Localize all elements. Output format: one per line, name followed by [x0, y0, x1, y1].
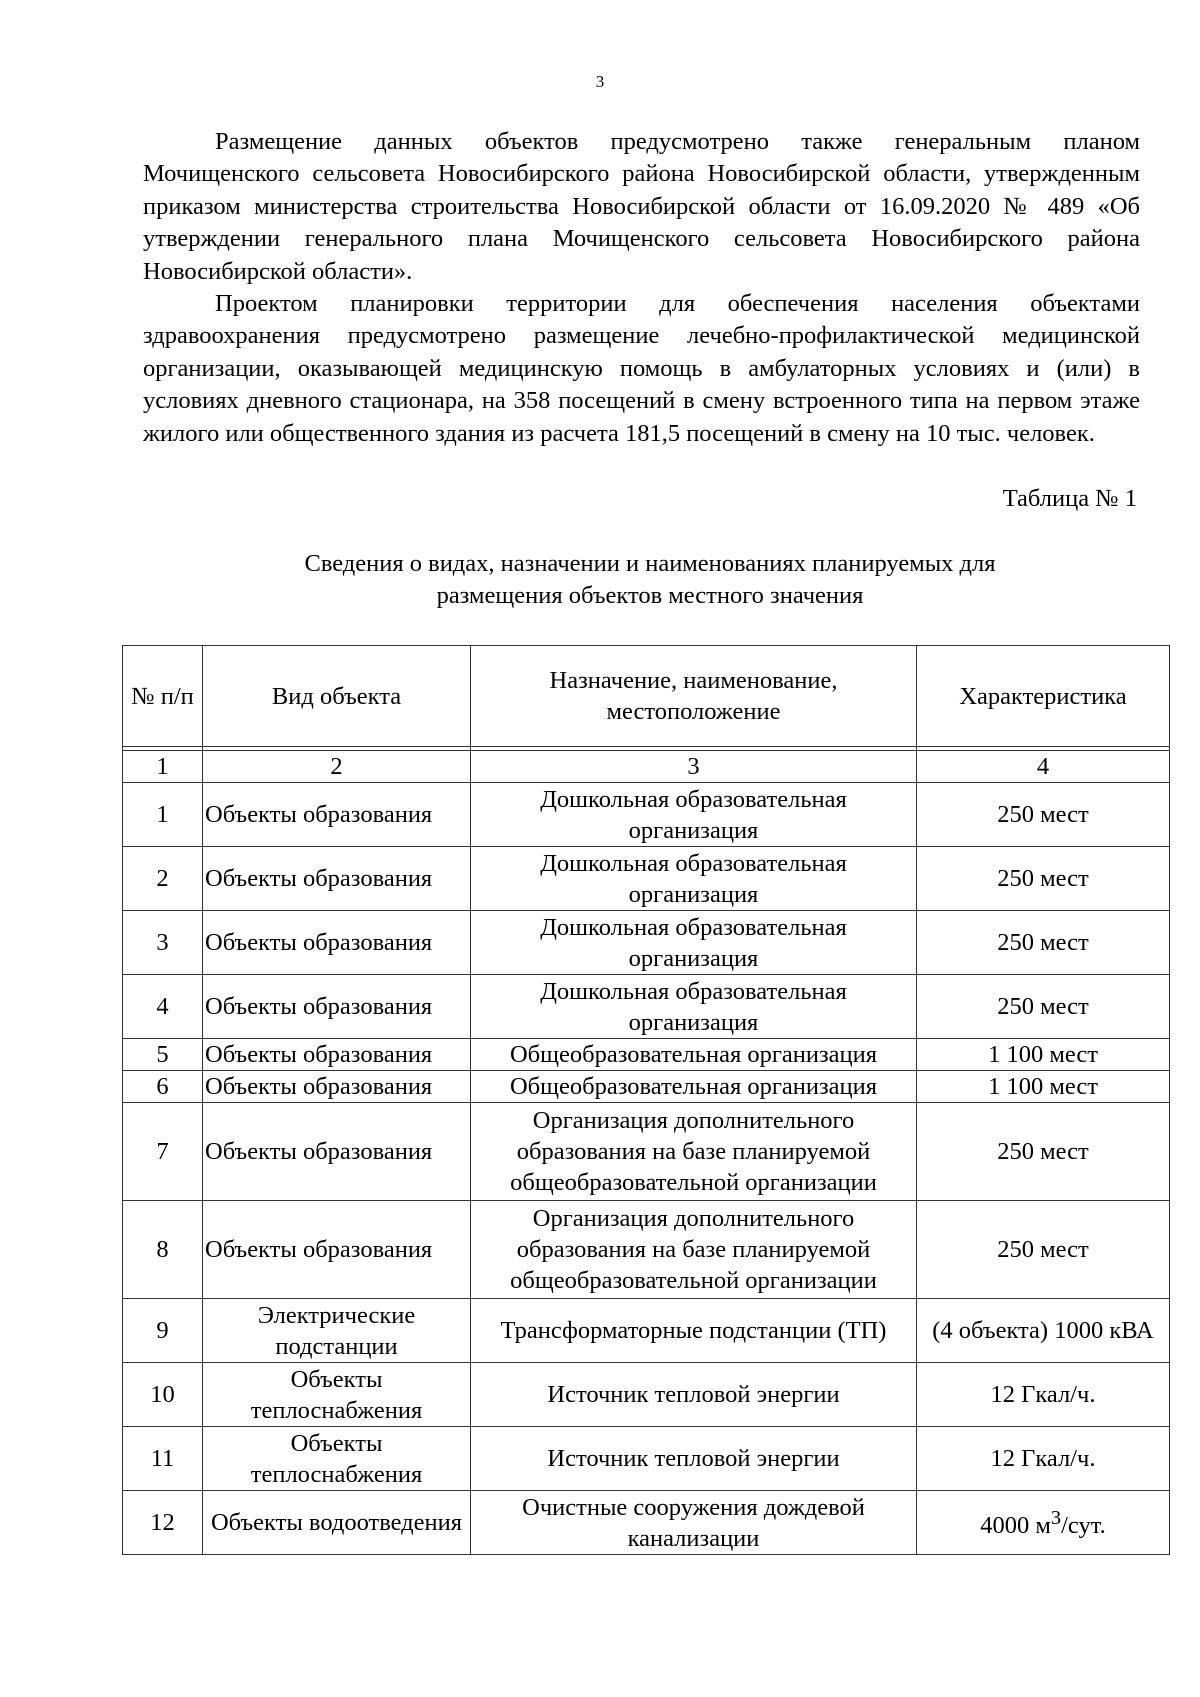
object-spec-cell: 1 100 мест — [917, 1039, 1170, 1071]
header-cell: Вид объекта — [203, 646, 471, 747]
paragraph: Проектом планировки территории для обеспечения населения объектами здравоохранения предусмотрено размещение лечебно-профилактической медицинской организации, оказывающей медицинскую помощь в амбулаторных условиях и (или) в условиях дневного стационара, на 358 посещений в смену встроенного типа на первом этаже жилого или общественного здания из расчета 181,5 посещений в смену на 10 тыс. человек. — [143, 290, 1140, 447]
table-row — [123, 1427, 1170, 1491]
paragraph: Размещение данных объектов предусмотрено также генеральным планом Мочищенского сельсовета Новосибирского района Новосибирской области, утвержденным приказом министерства строительства Новосибирской области от 16.09.2020 № 489 «Об утверждении генерального плана Мочищенского сельсовета Новосибирского района Новосибирской области». — [143, 128, 1140, 285]
page-number: 3 — [595, 72, 605, 91]
object-spec-cell: 250 мест — [917, 1201, 1170, 1299]
header-cell: Характеристика — [917, 646, 1170, 747]
table-row — [123, 975, 1170, 1039]
object-type-cell: Объекты образования — [203, 1071, 471, 1103]
object-spec-cell: 250 мест — [917, 847, 1170, 911]
table-label: Таблица № 1 — [1002, 485, 1137, 512]
column-number-row — [123, 751, 1170, 783]
row-number-cell: 6 — [123, 1071, 203, 1103]
object-purpose-cell: Организация дополнительного образования на базе планируемой общеобразовательной организации — [471, 1201, 917, 1299]
row-number-cell: 10 — [123, 1363, 203, 1427]
row-number-cell: 11 — [123, 1427, 203, 1491]
object-type-cell: Электрические подстанции — [203, 1299, 471, 1363]
column-number-cell: 3 — [471, 751, 917, 783]
column-number-cell: 1 — [123, 751, 203, 783]
object-spec-cell — [917, 1491, 1170, 1555]
object-type-cell: Объекты образования — [203, 847, 471, 911]
row-number-cell: 8 — [123, 1201, 203, 1299]
row-number-cell: 12 — [123, 1491, 203, 1555]
row-number-cell: 5 — [123, 1039, 203, 1071]
object-type-cell: Объекты образования — [203, 1103, 471, 1201]
object-type-cell: Объекты водоотведения — [203, 1491, 471, 1555]
table-title-line: Сведения о видах, назначении и наименованиях планируемых для — [304, 550, 996, 577]
header-cell: № п/п — [123, 646, 203, 747]
object-spec-cell: 250 мест — [917, 783, 1170, 847]
objects-table — [122, 645, 1170, 1555]
row-number-cell: 4 — [123, 975, 203, 1039]
object-purpose-cell: Очистные сооружения дождевой канализации — [471, 1491, 917, 1555]
object-purpose-cell: Трансформаторные подстанции (ТП) — [471, 1299, 917, 1363]
row-number-cell: 7 — [123, 1103, 203, 1201]
object-type-cell: Объекты теплоснабжения — [203, 1363, 471, 1427]
column-number-cell: 2 — [203, 751, 471, 783]
object-spec-cell: 250 мест — [917, 975, 1170, 1039]
table-row — [123, 783, 1170, 847]
table-row — [123, 1071, 1170, 1103]
table-title — [180, 548, 1120, 612]
row-number-cell: 9 — [123, 1299, 203, 1363]
object-purpose-cell: Источник тепловой энергии — [471, 1363, 917, 1427]
table-row — [123, 1299, 1170, 1363]
object-spec-cell: (4 объекта) 1000 кВА — [917, 1299, 1170, 1363]
table-row — [123, 1103, 1170, 1201]
table-row — [123, 1201, 1170, 1299]
table-row — [123, 847, 1170, 911]
object-purpose-cell: Дошкольная образовательная организация — [471, 911, 917, 975]
object-purpose-cell: Общеобразовательная организация — [471, 1071, 917, 1103]
row-number-cell: 1 — [123, 783, 203, 847]
object-purpose-cell: Общеобразовательная организация — [471, 1039, 917, 1071]
object-type-cell: Объекты образования — [203, 1201, 471, 1299]
spec-superscript: 3 — [1050, 1507, 1062, 1530]
row-number-cell: 3 — [123, 911, 203, 975]
object-purpose-cell: Дошкольная образовательная организация — [471, 783, 917, 847]
table-row — [123, 1039, 1170, 1071]
object-type-cell: Объекты образования — [203, 975, 471, 1039]
object-spec-cell: 12 Гкал/ч. — [917, 1363, 1170, 1427]
object-purpose-cell: Дошкольная образовательная организация — [471, 975, 917, 1039]
object-type-cell: Объекты образования — [203, 1039, 471, 1071]
table-title-line: размещения объектов местного значения — [436, 582, 864, 609]
object-purpose-cell: Организация дополнительного образования на базе планируемой общеобразовательной организации — [471, 1103, 917, 1201]
table-row — [123, 1363, 1170, 1427]
spec-value: 4000 м — [980, 1512, 1051, 1540]
table-header-row — [123, 646, 1170, 747]
table-row — [123, 911, 1170, 975]
row-number-cell: 2 — [123, 847, 203, 911]
column-number-cell: 4 — [917, 751, 1170, 783]
body-text — [143, 126, 1140, 450]
table-row — [123, 1491, 1170, 1555]
object-purpose-cell: Дошкольная образовательная организация — [471, 847, 917, 911]
object-spec-cell: 250 мест — [917, 911, 1170, 975]
object-spec-cell: 250 мест — [917, 1103, 1170, 1201]
object-type-cell: Объекты теплоснабжения — [203, 1427, 471, 1491]
object-spec-cell: 12 Гкал/ч. — [917, 1427, 1170, 1491]
object-type-cell: Объекты образования — [203, 783, 471, 847]
object-type-cell: Объекты образования — [203, 911, 471, 975]
object-spec-cell: 1 100 мест — [917, 1071, 1170, 1103]
object-purpose-cell: Источник тепловой энергии — [471, 1427, 917, 1491]
spec-unit: /сут. — [1061, 1512, 1106, 1540]
header-cell: Назначение, наименование, местоположение — [471, 646, 917, 747]
